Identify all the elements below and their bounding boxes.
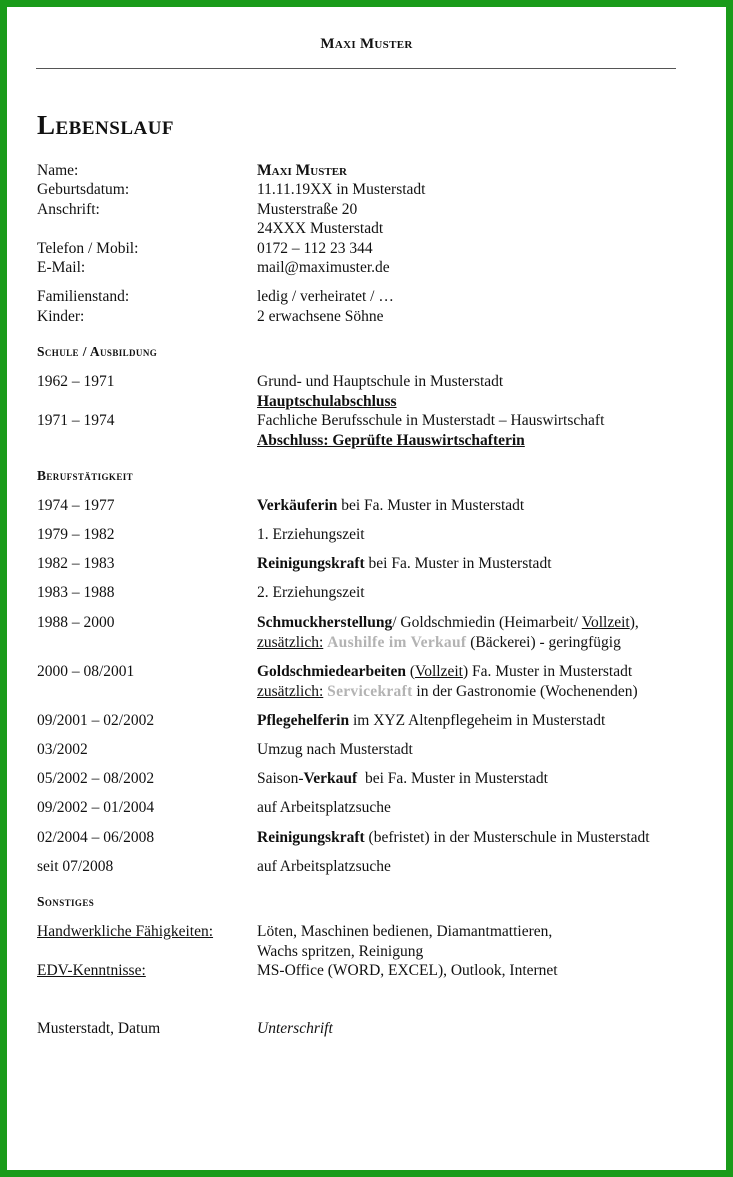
edv-label: EDV-Kenntnisse: bbox=[37, 962, 146, 979]
job-title: Goldschmiedearbeiten bbox=[257, 663, 406, 680]
signature: Unterschrift bbox=[257, 1020, 333, 1037]
personal-label: E-Mail: bbox=[37, 259, 86, 276]
skills-value: Löten, Maschinen bedienen, Diamantmattieren, bbox=[257, 923, 553, 940]
personal-value: 2 erwachsene Söhne bbox=[257, 308, 384, 325]
job-title: Schmuckherstellung bbox=[257, 614, 393, 631]
section-heading-beruf: Berufstätigkeit bbox=[37, 468, 134, 483]
job-period: 1979 – 1982 bbox=[37, 526, 115, 543]
skills-value: Wachs spritzen, Reinigung bbox=[257, 943, 424, 960]
job-detail: / Goldschmiedin (Heimarbeit/ bbox=[392, 614, 582, 631]
personal-label: Familienstand: bbox=[37, 288, 130, 305]
job-period: 2000 – 08/2001 bbox=[37, 663, 135, 680]
job-detail: bei Fa. Muster in Musterstadt bbox=[337, 497, 525, 514]
edv-value: MS-Office (WORD, EXCEL), Outlook, Internet bbox=[257, 962, 558, 979]
job-period: 1988 – 2000 bbox=[37, 614, 115, 631]
skills-label: Handwerkliche Fähigkeiten: bbox=[37, 923, 214, 940]
job-period: 02/2004 – 06/2008 bbox=[37, 829, 155, 846]
personal-value: 11.11.19XX in Musterstadt bbox=[257, 181, 426, 198]
job-period: 03/2002 bbox=[37, 741, 88, 758]
job-period: seit 07/2008 bbox=[37, 858, 114, 875]
job-period: 1974 – 1977 bbox=[37, 497, 115, 514]
header-name: Maxi Muster bbox=[320, 36, 413, 52]
job-detail: auf Arbeitsplatzsuche bbox=[257, 858, 391, 875]
job-detail: 2. Erziehungszeit bbox=[257, 584, 365, 601]
job-period: 09/2002 – 01/2004 bbox=[37, 799, 155, 816]
personal-value: Musterstraße 20 bbox=[257, 201, 358, 218]
job-title: Reinigungskraft bbox=[257, 555, 365, 572]
job-detail: (befristet) in der Musterschule in Musterstadt bbox=[364, 829, 650, 846]
personal-value: Maxi Muster bbox=[257, 162, 347, 179]
education-note: Hauptschulabschluss bbox=[257, 393, 397, 410]
section-heading-sonstiges: Sonstiges bbox=[37, 894, 95, 909]
header-divider bbox=[36, 68, 676, 69]
job-worktime: Vollzeit bbox=[415, 663, 463, 680]
education-period: 1971 – 1974 bbox=[37, 412, 115, 429]
job-period: 1982 – 1983 bbox=[37, 555, 115, 572]
place-date: Musterstadt, Datum bbox=[37, 1020, 161, 1037]
section-heading-schule: Schule / Ausbildung bbox=[37, 344, 158, 359]
personal-label: Kinder: bbox=[37, 308, 85, 325]
job-detail: ( bbox=[405, 663, 416, 680]
job-extra-label: zusätzlich: bbox=[257, 634, 324, 651]
page-title: Lebenslauf bbox=[37, 110, 175, 140]
personal-label: Geburtsdatum: bbox=[37, 181, 130, 198]
job-extra-detail: (Bäckerei) - geringfügig bbox=[466, 634, 621, 651]
job-detail-tail: ) Fa. Muster in Musterstadt bbox=[462, 663, 633, 680]
job-detail: bei Fa. Muster in Musterstadt bbox=[364, 555, 552, 572]
education-text: Grund- und Hauptschule in Musterstadt bbox=[257, 373, 504, 390]
job-period: 09/2001 – 02/2002 bbox=[37, 712, 155, 729]
job-title: Verkauf bbox=[303, 770, 358, 787]
job-detail-tail: ), bbox=[629, 614, 639, 631]
job-extra-label: zusätzlich: bbox=[257, 683, 324, 700]
job-title: Verkäuferin bbox=[257, 497, 338, 514]
personal-value: ledig / verheiratet / … bbox=[257, 288, 394, 305]
job-extra-detail: in der Gastronomie (Wochenenden) bbox=[412, 683, 638, 700]
job-prefix: Saison- bbox=[257, 770, 304, 787]
personal-value: 24XXX Musterstadt bbox=[257, 220, 384, 237]
job-worktime: Vollzeit bbox=[581, 614, 630, 631]
job-detail: auf Arbeitsplatzsuche bbox=[257, 799, 391, 816]
education-text: Fachliche Berufsschule in Musterstadt – Hauswirtschaft bbox=[257, 412, 605, 429]
personal-label: Anschrift: bbox=[37, 201, 100, 218]
job-detail: 1. Erziehungszeit bbox=[257, 526, 365, 543]
job-period: 1983 – 1988 bbox=[37, 584, 115, 601]
job-period: 05/2002 – 08/2002 bbox=[37, 770, 155, 787]
job-detail: im XYZ Altenpflegeheim in Musterstadt bbox=[349, 712, 606, 729]
education-note: Abschluss: Geprüfte Hauswirtschafterin bbox=[257, 432, 525, 449]
job-extra-role: Servicekraft bbox=[327, 683, 413, 700]
personal-label: Name: bbox=[37, 162, 79, 179]
job-title: Reinigungskraft bbox=[257, 829, 365, 846]
personal-value: 0172 – 112 23 344 bbox=[257, 240, 373, 257]
job-detail: Umzug nach Musterstadt bbox=[257, 741, 413, 758]
personal-label: Telefon / Mobil: bbox=[37, 240, 139, 257]
personal-value: mail@maximuster.de bbox=[257, 259, 390, 276]
job-extra-role: Aushilfe im Verkauf bbox=[327, 634, 467, 651]
job-detail: bei Fa. Muster in Musterstadt bbox=[357, 770, 548, 787]
job-title: Pflegehelferin bbox=[257, 712, 350, 729]
education-period: 1962 – 1971 bbox=[37, 373, 115, 390]
